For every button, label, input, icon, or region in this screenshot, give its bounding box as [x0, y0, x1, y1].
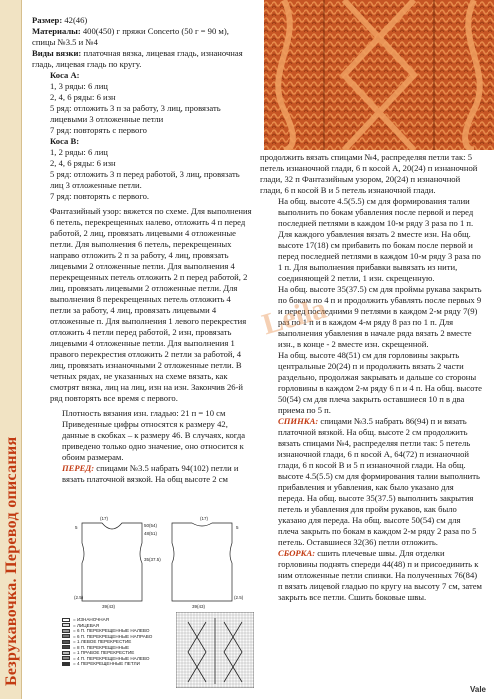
- front-outline: [82, 523, 142, 601]
- front-text: спицами №3.5 набрать 94(102) петли и вязать платочной вязкой. На общ высоте 2 см: [62, 463, 239, 484]
- gauge: Плотность вязания изн. гладью: 21 п = 10 см: [62, 408, 226, 418]
- size-note: Приведенные цифры относятся к размеру 42, данные в скобках – к размеру 46. В случаях, когда приведено только одно значение, оно относится к обоим размерам.: [62, 419, 246, 462]
- back-text: спицами №3.5 набрать 86(94) п и вязать платочной вязкой. На общ. высоте 2 см продолжить вязать спицами №4, распределяя петли так: 5 петель изнаночной глади, 6 п косой А, 64(72) п изнаночной глади, 6 п косой В и 5 п изнаночной глади. На общ. высоте 4.5(5.5) см для формирования талии выполнить прибавления и убавления, как было указано для переда. На общ. высоте 35(37.5) выполнить закрытия петель и убавления для пройм рукавов, как было указано для переда. На общ. высоте 50(54) см для плеча закрыть по бокам в каждом 2-м ряду 2 раза по 5 петель. Оставшиеся 32(36) петли отложить.: [278, 416, 480, 547]
- dim-right-b: 48(51): [144, 531, 158, 536]
- cable-b-row: 7 ряд: повторять с первого.: [50, 191, 150, 201]
- legend-item: = 6 П. ПЕРЕКРЕЩЕННЫЕ НАПРАВО: [62, 634, 172, 640]
- dim-bottom-left: 39(43): [102, 604, 116, 609]
- cable-a-row: 2, 4, 6 ряды: 6 изн: [50, 92, 116, 102]
- legend-item: = 8 П. ПЕРЕКРЕЩЕННЫЕ: [62, 645, 172, 651]
- dim-right-a: 50(54): [144, 523, 158, 528]
- watermark: Leila: [258, 291, 331, 342]
- front-label: ПЕРЕД:: [62, 463, 95, 473]
- side-banner: [0, 0, 22, 699]
- dim-left-top: 5: [75, 525, 78, 530]
- right-paragraph: продолжить вязать спицами №4, распределяя петли так: 5 петель изнаночной глади, 6 п косой А, 20(24) п изнаночной глади, 32 п Фантазийным узором, 20(24) п изнаночной глади, 6 п косой В и 5 петель изнаночной глади.: [260, 152, 478, 195]
- right-paragraph: На общ. высоте 48(51) см для горловины закрыть центральные 20(24) п и продолжить вязать 2 части раздельно, продолжая закрывать и дальше со стороны горловины в каждом 2-м ряду 6 п и 4 п. На общ. высоте 50(54) см для плеча закрыть оставшиеся 10 п в два приема по 5 п.: [278, 350, 482, 415]
- cable-b-row: 1, 2 ряды: 6 лиц: [50, 147, 108, 157]
- back-label: СПИНКА:: [278, 416, 319, 426]
- legend-item: = 4 П. ПЕРЕКРЕЩЕННЫЕ НАЛЕВО: [62, 656, 172, 662]
- knit-texture: [264, 0, 494, 150]
- chart-legend: [62, 617, 172, 667]
- dim-bottom-right: 39(43): [192, 604, 206, 609]
- brand-mark: Vale: [469, 685, 486, 694]
- right-paragraph: На общ. высоте 4.5(5.5) см для формирования талии выполнить по бокам убавления после первой и перед последней петлями в каждом 10-м ряду 3 раза по 1 п. Для каждого убавления вязать 2 вместе изн. На общ. высоте 17(18) см прибавить по бокам после первой и перед последней петлями в каждом 10-м ряду 3 раза по 1 п. Для выполнения прибавки вывязать из нити, соединяющей 2 петли, 1 изн. скрещенную.: [278, 196, 481, 283]
- legend-item: = 1 ПРАВОЕ ПЕРЕКРЕСТИЕ: [62, 650, 172, 656]
- legend-item: = 1 ЛЕВОЕ ПЕРЕКРЕСТИЕ: [62, 639, 172, 645]
- dim-mid-left: (2.5): [74, 595, 84, 600]
- size-value: 42(46): [64, 15, 88, 25]
- knit-photo: [264, 0, 494, 150]
- legend-item: = 6 П. ПЕРЕКРЕЩЕННЫЕ НАЛЕВО: [62, 628, 172, 634]
- cable-b-row: 2, 4, 6 ряды: 6 изн: [50, 158, 116, 168]
- garment-schematic: [72, 515, 247, 610]
- cable-b-row: 5 ряд: отложить 3 п перед работой, 3 лиц, провязать лиц 3 отложенные петли.: [50, 169, 240, 190]
- legend-item: = 4 ПЕРЕКРЕЩЕННЫЕ ПЕТЛИ: [62, 661, 172, 667]
- cable-a-row: 1, 3 ряды: 6 лиц: [50, 81, 108, 91]
- right-column: [260, 152, 482, 603]
- dim-right-top: 5: [236, 525, 239, 530]
- stitches-value: платочная вязка, лицевая гладь, изнаночная гладь, лицевая гладь по кругу.: [32, 48, 243, 69]
- size-label: Размер:: [32, 15, 63, 25]
- side-title: Безрукавочка. Перевод описания: [3, 436, 20, 686]
- right-paragraph: На общ. высоте 35(37.5) см для проймы рукава закрыть по бокам по 4 п и продолжить убавлять после первых 9 и перед последними 9 петлями в каждом 2-м ряду 7(9) раз по 1 п и в каждом 4-м ряду 8 раз по 1 п. Для выполнения убавления в начале ряда вязать 2 вместе изн., в конце - 2 вместе изн. скрещенной.: [278, 284, 482, 349]
- materials-label: Материалы:: [32, 26, 81, 36]
- fancy-pattern: Фантазийный узор: вяжется по схеме. Для выполнения 6 петель, перекрещенных налево, отложить 4 п перед работой, 2 лиц, провязать лицевыми 4 отложенные петли. Для выполнения 6 петель, перекрещенных направо отложить 2 п за работу, 4 лиц, провязать лицевыми 2 отложенные петли. Для выполнения 4 перекрещенных петель отложить 2 п перед работой, 2 лиц, провязать лицевыми 2 отложенные петли. Для выполнения 8 перекрещенных петель отложить 4 петли за работу, 4 лиц, провязать лицевыми 4 отложенные п. Для выполнения 1 левого перекрестия отложить 4 петли перед работой, 2 изн, провязать лицевыми 4 отложенные петли. Для выполнения 1 правого перекрестия отложить 2 петли за работой, 4 лиц, провязать изнаночными 2 отложенные петли. В четных рядах, не указанных на схеме вязать, как смотрят вязка, лиц на лиц, изн на изн. Закончив 26-й ряд повторять все время с первого.: [50, 206, 252, 403]
- dim-top-left: (17): [100, 516, 109, 521]
- assembly-text: сшить плечевые швы. Для отделки горловины поднять спереди 44(48) п и присоединить к ним отложенные петли спинки. На полученных 76(84) п вязать лицевой гладью по кругу на высоту 7 см, затем закрыть все петли. Сшить боковые швы.: [278, 548, 482, 602]
- dim-top-right: (17): [200, 516, 209, 521]
- stitches-label: Виды вязки:: [32, 48, 82, 58]
- dim-mid-right: (2.5): [234, 595, 244, 600]
- legend-item: = ИЗНАНОЧНАЯ: [62, 617, 172, 623]
- cable-a-row: 5 ряд: отложить 3 п за работу, 3 лиц, провязать лицевыми 3 отложенные петли: [50, 103, 221, 124]
- cable-b-title: Коса В:: [50, 136, 80, 146]
- stitch-chart: [176, 612, 254, 688]
- materials-value: 400(450) г пряжи Concerto (50 г = 90 м), спицы №3.5 и №4: [32, 26, 229, 47]
- cable-a-title: Коса А:: [50, 70, 80, 80]
- left-column: [32, 15, 252, 485]
- legend-item: = ЛИЦЕВАЯ: [62, 623, 172, 629]
- dim-right-c: 35(37.5): [144, 557, 161, 562]
- back-outline: [172, 523, 232, 601]
- assembly-label: СБОРКА:: [278, 548, 316, 558]
- cable-a-row: 7 ряд: повторять с первого: [50, 125, 147, 135]
